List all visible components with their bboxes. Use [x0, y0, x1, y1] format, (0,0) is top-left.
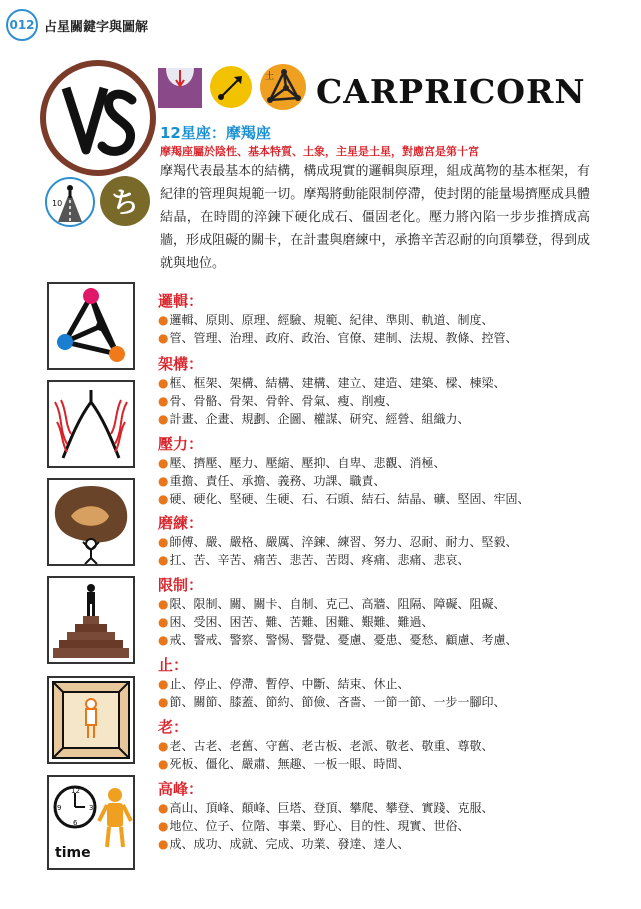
logic-network-icon: [47, 282, 135, 370]
keyword-line: ● 框、框架、架構、結構、建構、建立、建造、建築、樑、棟梁、: [158, 374, 628, 392]
page-header: [6, 10, 148, 40]
section-peak: [158, 779, 628, 854]
keyword-line: ● 戒、警戒、警察、警惕、警覺、憂慮、憂患、憂愁、顧慮、考慮、: [158, 631, 628, 649]
keyword-line: ● 節、關節、膝蓋、節約、節儉、吝嗇、一節一節、一步一腳印、: [158, 693, 628, 711]
section-tempering: [158, 513, 628, 569]
capricorn-symbol-icon: [38, 58, 158, 178]
saturn-planet-icon: ち: [100, 176, 150, 226]
keyword-line: ● 困、受困、困苦、難、苦難、困難、艱難、難過、: [158, 613, 628, 631]
time-clock-icon: [47, 775, 135, 870]
clock-number-3: 3: [89, 804, 94, 812]
section-title: 壓力：: [158, 435, 204, 453]
keyword-line: ● 師傅、嚴、嚴格、嚴厲、淬鍊、練習、努力、忍耐、耐力、堅毅、: [158, 533, 628, 551]
stairs-climb-icon: [47, 576, 135, 664]
keyword-line: ● 老、古老、老舊、守舊、老古板、老派、敬老、敬重、尊敬、: [158, 737, 628, 755]
keyword-line: ● 高山、頂峰、顛峰、巨塔、登頂、攀爬、攀登、實踐、克服、: [158, 799, 628, 817]
keyword-line: ● 壓、擠壓、壓力、壓縮、壓抑、自卑、悲觀、消極、: [158, 454, 628, 472]
page-number-badge: 012: [6, 9, 38, 41]
skeleton-ribs-icon: [47, 380, 135, 468]
book-title: 占星關鍵字與圖解: [44, 19, 149, 35]
section-title: 限制：: [158, 576, 204, 594]
intro-paragraph: 摩羯代表最基本的結構，構成現實的邏輯與原理，組成萬物的基本框架，有紀律的管理與規範一切。摩羯將動能限制停滯，使封閉的能量場擠壓成具體結晶，在時間的淬鍊下硬化成石、僵固老化。壓力將內陷一步步推擠成高牆，形成阻礙的關卡，在計畫與磨練中，承擔辛苦忍耐的向頂攀登，得到成就與地位。: [160, 164, 590, 271]
section-title: 邏輯：: [158, 292, 204, 310]
cardinal-quality-icon: [208, 64, 254, 110]
time-label: time: [55, 845, 91, 861]
section-title: 架構：: [158, 355, 204, 373]
sign-subtitle: 摩羯座屬於陰性、基本特質、土象，主星是土星，對應宮是第十宮: [160, 145, 479, 158]
section-title: 磨練：: [158, 514, 204, 532]
yin-feminine-icon: [158, 64, 202, 108]
rock-pressure-icon: [47, 478, 135, 566]
clock-number-12: 12: [71, 787, 80, 795]
section-structure: [158, 354, 628, 429]
section-logic: [158, 291, 628, 347]
section-title: 老：: [158, 718, 189, 736]
keyword-line: ● 成、成功、成就、完成、功業、發達、達人、: [158, 835, 628, 853]
sign-title: 12星座：摩羯座: [160, 124, 271, 142]
section-limitation: [158, 575, 628, 650]
box-confinement-icon: [47, 676, 135, 764]
keyword-line: ● 骨、骨骼、骨架、骨幹、骨氣、瘦、削瘦、: [158, 392, 628, 410]
clock-number-9: 9: [57, 804, 62, 812]
keyword-line: ● 止、停止、停滯、暫停、中斷、結束、休止、: [158, 675, 628, 693]
clock-number-6: 6: [73, 819, 78, 827]
section-stop: [158, 655, 628, 711]
section-pressure: [158, 434, 628, 509]
keyword-line: ● 重擔、責任、承擔、義務、功課、職責、: [158, 472, 628, 490]
keyword-line: ● 限、限制、關、關卡、自制、克己、高牆、阻隔、障礙、阻礙、: [158, 595, 628, 613]
keyword-line: ● 硬、硬化、堅硬、生硬、石、石頭、結石、結晶、礦、堅固、牢固、: [158, 490, 628, 508]
keyword-line: ● 地位、位子、位階、事業、野心、目的性、現實、世俗、: [158, 817, 628, 835]
sign-name-english: CARPRICORN: [316, 72, 586, 111]
keyword-line: ● 邏輯、原則、原理、經驗、規範、紀律、準則、軌道、制度、: [158, 311, 628, 329]
earth-glyph: 土: [265, 72, 275, 82]
house-ten-icon: [44, 176, 96, 228]
section-title: 高峰：: [158, 780, 204, 798]
keyword-line: ● 扛、苦、辛苦、痛苦、悲苦、苦悶、疼痛、悲痛、悲哀、: [158, 551, 628, 569]
earth-element-icon: [258, 62, 308, 112]
section-title: 止：: [158, 656, 189, 674]
keyword-line: ● 管、管理、治理、政府、政治、官僚、建制、法規、教條、控管、: [158, 329, 628, 347]
keyword-line: ● 計畫、企畫、規劃、企圖、權謀、研究、經營、組織力、: [158, 410, 628, 428]
house-number: 10: [52, 199, 63, 208]
section-old: [158, 717, 628, 773]
keyword-line: ● 死板、僵化、嚴肅、無趣、一板一眼、時間、: [158, 755, 628, 773]
